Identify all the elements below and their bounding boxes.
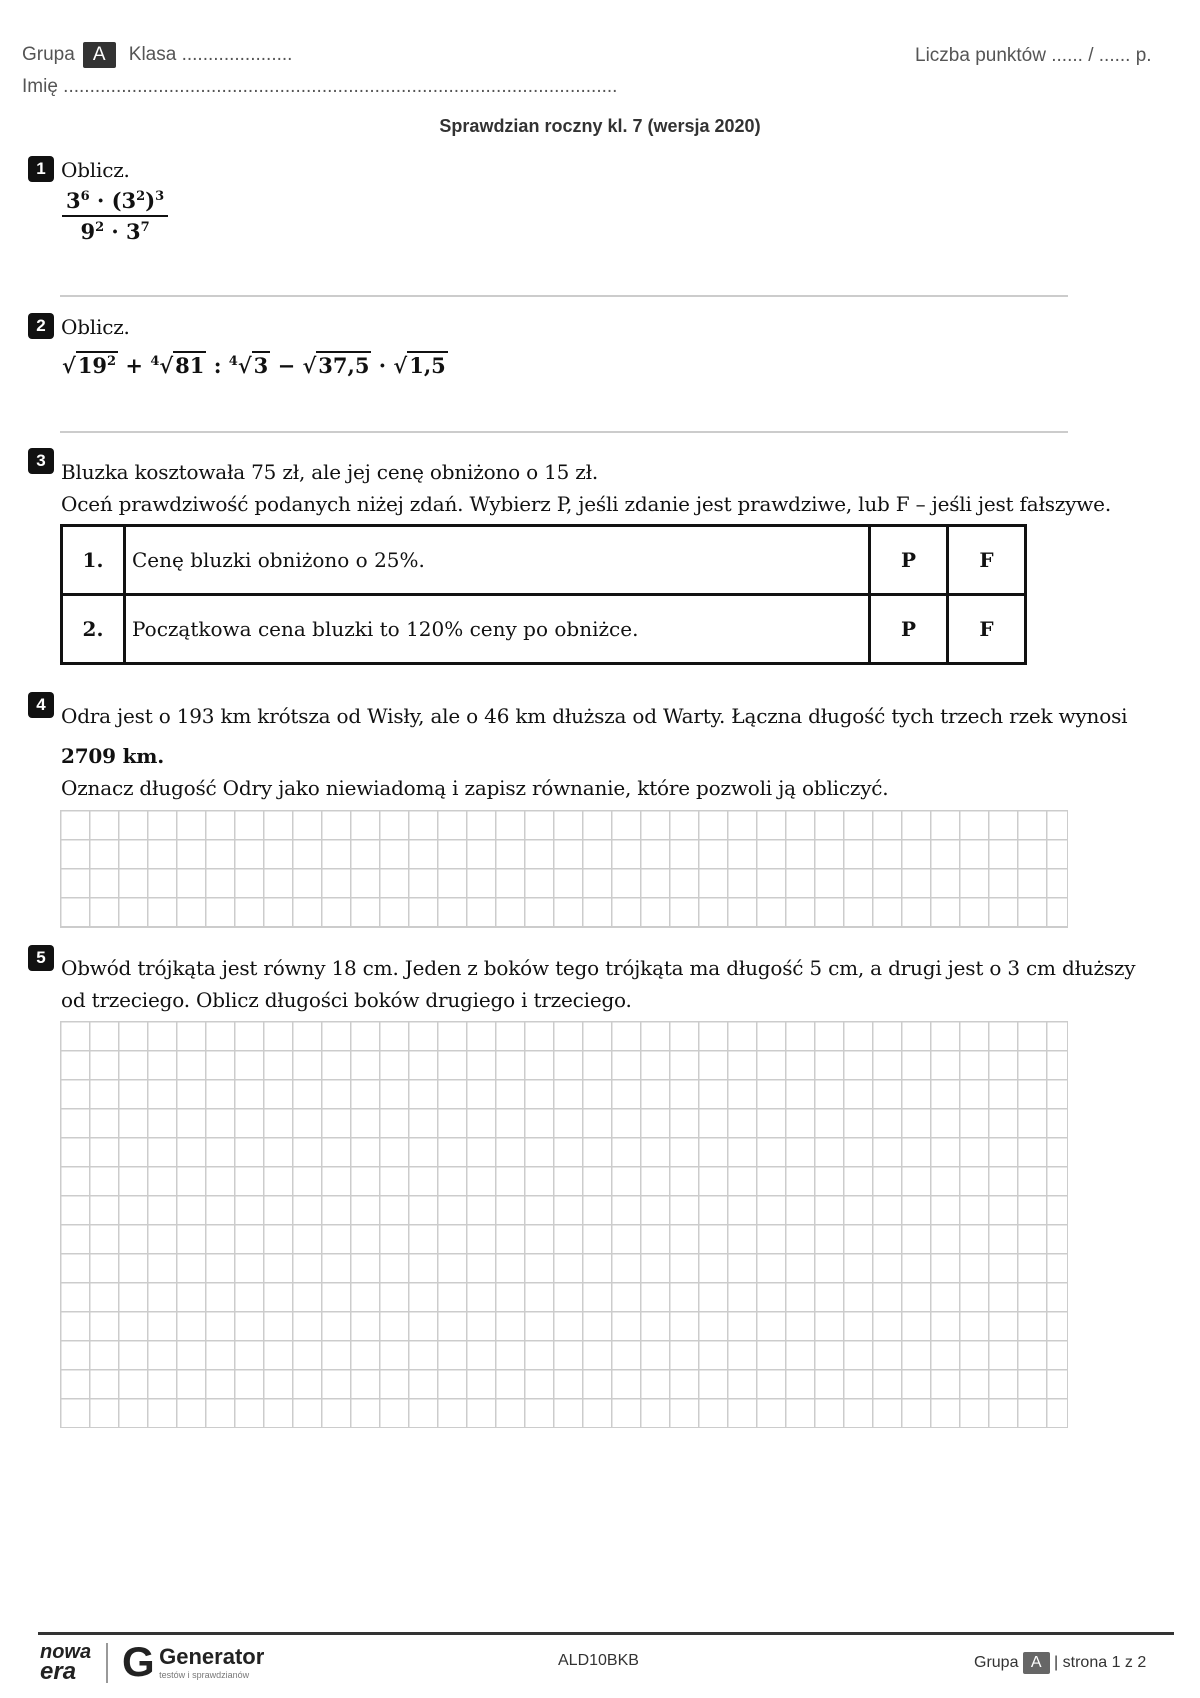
task-2-number: 2 xyxy=(28,313,54,339)
table-row xyxy=(62,595,1026,664)
header-group xyxy=(22,42,292,68)
separator xyxy=(60,431,1068,433)
row-number: 2. xyxy=(62,595,125,664)
task-4-number: 4 xyxy=(28,692,54,718)
table-row xyxy=(62,526,1026,595)
task-4-text-cont: 2709 km. xyxy=(61,744,165,768)
task-3-number: 3 xyxy=(28,448,54,474)
task-4-instruction: Oznacz długość Odry jako niewiadomą i zapisz równanie, które pozwoli ją obliczyć. xyxy=(61,776,889,800)
task-3-text: Bluzka kosztowała 75 zł, ale jej cenę obniżono o 15 zł. xyxy=(61,460,599,484)
name-field: Imię ......................................................................................................... xyxy=(22,76,618,97)
task-4-text: Odra jest o 193 km krótsza od Wisły, ale o 46 km dłuższa od Warty. Łączna długość tych trzech rzek wynosi xyxy=(61,704,1128,728)
task-5-number: 5 xyxy=(28,945,54,971)
answer-grid[interactable] xyxy=(60,1021,1068,1428)
footer-page-info xyxy=(974,1652,1146,1674)
points-field: Liczba punktów ...... / ...... p. xyxy=(915,45,1152,66)
option-f[interactable]: F xyxy=(948,595,1026,664)
page-title: Sprawdzian roczny kl. 7 (wersja 2020) xyxy=(439,116,761,136)
page-number: | strona 1 z 2 xyxy=(1054,1654,1147,1671)
document-code: ALD10BKB xyxy=(558,1652,639,1669)
option-p[interactable]: P xyxy=(870,595,948,664)
statement: Początkowa cena bluzki to 120% ceny po obniżce. xyxy=(125,595,870,664)
task-3-instruction: Oceń prawdziwość podanych niżej zdań. Wybierz P, jeśli zdanie jest prawdziwe, lub F – jeśli jest fałszywe. xyxy=(61,492,1111,516)
task-5-text: Obwód trójkąta jest równy 18 cm. Jeden z boków tego trójkąta ma długość 5 cm, a drugi jest o 3 cm dłuższy xyxy=(61,956,1136,980)
logo-divider xyxy=(106,1643,108,1683)
grupa-badge: A xyxy=(83,42,116,68)
task-1-number: 1 xyxy=(28,156,54,182)
true-false-table xyxy=(60,524,1027,665)
option-p[interactable]: P xyxy=(870,526,948,595)
task-2-instruction: Oblicz. xyxy=(61,315,130,339)
generator-g-icon: G xyxy=(122,1638,155,1685)
grupa-label: Grupa xyxy=(22,44,75,65)
task-1-expression: $\frac{3^6 \cdot (3^2)^3}{9^2 \cdot 3^7}$ xyxy=(62,188,168,244)
generator-subtitle: testów i sprawdzianów xyxy=(159,1670,250,1680)
row-number: 1. xyxy=(62,526,125,595)
task-2-expression: $√19^2 + ^4√81$ : $^4$√3 − √37,5 · √1,5 xyxy=(62,353,446,378)
footer-divider xyxy=(38,1632,1174,1635)
separator xyxy=(60,295,1068,297)
answer-grid[interactable] xyxy=(60,810,1068,928)
statement: Cenę bluzki obniżono o 25%. xyxy=(125,526,870,595)
footer-grupa-badge: A xyxy=(1023,1652,1050,1674)
task-5-text-cont: od trzeciego. Oblicz długości boków drugiego i trzeciego. xyxy=(61,988,632,1012)
generator-title: Generator xyxy=(159,1644,265,1669)
footer-grupa-label: Grupa xyxy=(974,1654,1019,1671)
klasa-field: Klasa ..................... xyxy=(128,44,293,65)
task-1-instruction: Oblicz. xyxy=(61,158,130,182)
generator-logo xyxy=(122,1640,264,1684)
option-f[interactable]: F xyxy=(948,526,1026,595)
nowa-era-logo: nowa era xyxy=(40,1641,92,1685)
